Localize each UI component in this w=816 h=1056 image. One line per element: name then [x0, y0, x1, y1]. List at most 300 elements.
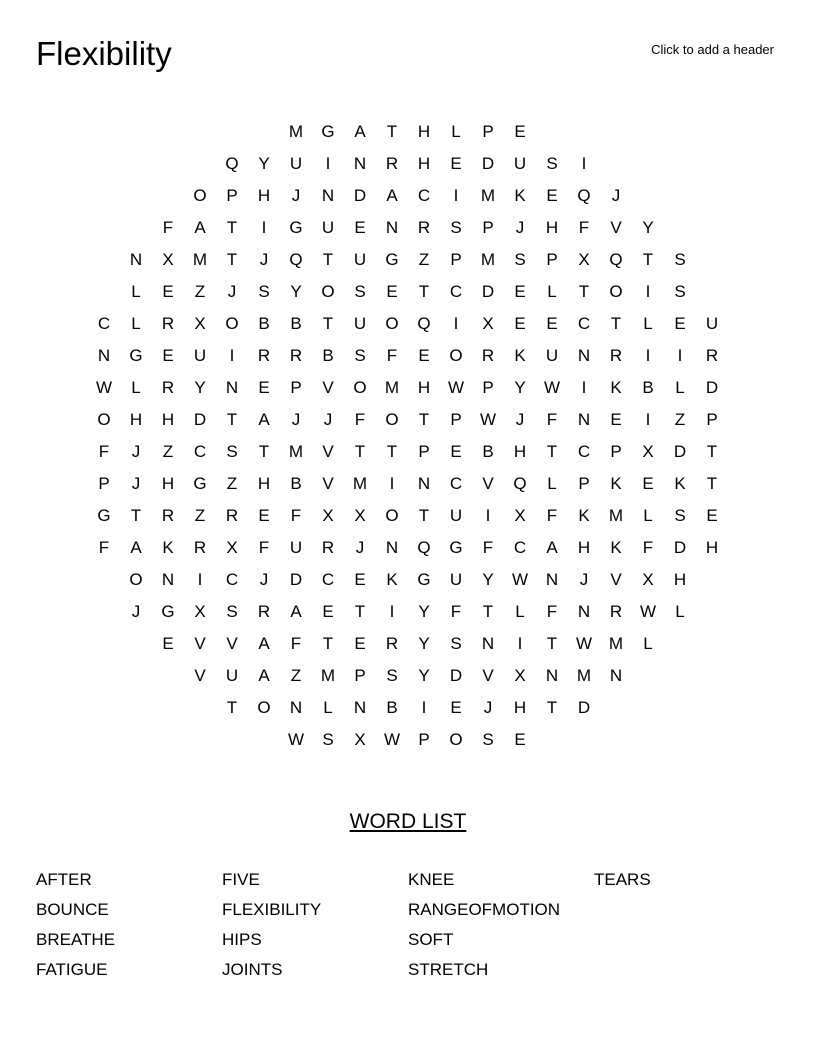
grid-letter[interactable]: T: [386, 442, 398, 461]
grid-letter[interactable]: V: [610, 218, 622, 237]
grid-letter[interactable]: O: [353, 378, 367, 397]
grid-letter[interactable]: D: [353, 186, 367, 205]
grid-letter[interactable]: T: [642, 250, 654, 269]
grid-letter[interactable]: E: [162, 634, 174, 653]
grid-letter[interactable]: T: [322, 314, 334, 333]
grid-letter[interactable]: S: [674, 250, 686, 269]
grid-letter[interactable]: O: [385, 410, 399, 429]
grid-letter[interactable]: S: [258, 282, 270, 301]
grid-letter[interactable]: Q: [577, 186, 591, 205]
grid-letter[interactable]: Y: [642, 218, 654, 237]
grid-letter[interactable]: C: [417, 186, 431, 205]
grid-letter[interactable]: E: [450, 154, 462, 173]
grid-letter[interactable]: C: [449, 282, 463, 301]
grid-letter[interactable]: B: [258, 314, 270, 333]
grid-letter[interactable]: R: [385, 634, 399, 653]
grid-letter[interactable]: D: [481, 154, 495, 173]
grid-letter[interactable]: O: [449, 730, 463, 749]
grid-letter[interactable]: S: [226, 442, 238, 461]
grid-letter[interactable]: F: [290, 634, 302, 653]
grid-letter[interactable]: E: [642, 474, 654, 493]
grid-letter[interactable]: X: [162, 250, 174, 269]
grid-letter[interactable]: Y: [514, 378, 526, 397]
grid-letter[interactable]: T: [354, 602, 366, 621]
grid-letter[interactable]: P: [706, 410, 718, 429]
grid-letter[interactable]: K: [514, 186, 526, 205]
grid-letter[interactable]: L: [323, 698, 333, 717]
grid-letter[interactable]: O: [257, 698, 271, 717]
grid-letter[interactable]: P: [98, 474, 110, 493]
grid-letter[interactable]: S: [322, 730, 334, 749]
grid-letter[interactable]: H: [129, 410, 143, 429]
grid-letter[interactable]: M: [320, 666, 336, 685]
grid-letter[interactable]: I: [453, 186, 459, 205]
grid-letter[interactable]: I: [197, 570, 203, 589]
grid-letter[interactable]: E: [450, 442, 462, 461]
grid-letter[interactable]: Z: [674, 410, 686, 429]
grid-letter[interactable]: S: [450, 634, 462, 653]
grid-letter[interactable]: Y: [418, 666, 430, 685]
grid-letter[interactable]: R: [609, 346, 623, 365]
grid-letter[interactable]: O: [193, 186, 207, 205]
grid-letter[interactable]: Y: [194, 378, 206, 397]
grid-letter[interactable]: J: [131, 474, 141, 493]
grid-letter[interactable]: R: [705, 346, 719, 365]
grid-letter[interactable]: J: [483, 698, 493, 717]
grid-letter[interactable]: T: [226, 698, 238, 717]
grid-letter[interactable]: W: [639, 602, 657, 621]
grid-letter[interactable]: F: [162, 218, 174, 237]
grid-letter[interactable]: U: [513, 154, 527, 173]
grid-letter[interactable]: E: [514, 122, 526, 141]
grid-letter[interactable]: E: [450, 698, 462, 717]
grid-letter[interactable]: N: [353, 154, 367, 173]
grid-letter[interactable]: R: [161, 314, 175, 333]
grid-letter[interactable]: P: [418, 442, 430, 461]
grid-letter[interactable]: K: [610, 538, 622, 557]
grid-letter[interactable]: I: [229, 346, 235, 365]
grid-letter[interactable]: T: [258, 442, 270, 461]
grid-letter[interactable]: H: [513, 442, 527, 461]
grid-letter[interactable]: R: [161, 378, 175, 397]
grid-letter[interactable]: D: [577, 698, 591, 717]
grid-letter[interactable]: P: [226, 186, 238, 205]
grid-letter[interactable]: R: [321, 538, 335, 557]
grid-letter[interactable]: Z: [226, 474, 238, 493]
grid-letter[interactable]: X: [578, 250, 590, 269]
grid-letter[interactable]: U: [193, 346, 207, 365]
grid-letter[interactable]: H: [545, 218, 559, 237]
grid-letter[interactable]: P: [546, 250, 558, 269]
grid-letter[interactable]: N: [545, 666, 559, 685]
grid-letter[interactable]: S: [674, 506, 686, 525]
grid-letter[interactable]: L: [643, 634, 653, 653]
grid-letter[interactable]: Y: [418, 602, 430, 621]
grid-letter[interactable]: C: [577, 442, 591, 461]
grid-letter[interactable]: W: [447, 378, 465, 397]
grid-letter[interactable]: A: [290, 602, 302, 621]
grid-letter[interactable]: F: [258, 538, 270, 557]
grid-letter[interactable]: D: [193, 410, 207, 429]
grid-letter[interactable]: Z: [194, 506, 206, 525]
grid-letter[interactable]: O: [609, 282, 623, 301]
grid-letter[interactable]: W: [543, 378, 561, 397]
grid-letter[interactable]: L: [451, 122, 461, 141]
grid-letter[interactable]: J: [515, 218, 525, 237]
grid-letter[interactable]: E: [258, 506, 270, 525]
grid-letter[interactable]: E: [354, 634, 366, 653]
grid-letter[interactable]: M: [480, 250, 496, 269]
grid-letter[interactable]: K: [610, 378, 622, 397]
grid-letter[interactable]: L: [675, 602, 685, 621]
grid-letter[interactable]: R: [385, 154, 399, 173]
grid-letter[interactable]: E: [706, 506, 718, 525]
grid-letter[interactable]: V: [482, 474, 494, 493]
grid-letter[interactable]: K: [386, 570, 398, 589]
grid-letter[interactable]: M: [480, 186, 496, 205]
grid-letter[interactable]: E: [418, 346, 430, 365]
grid-letter[interactable]: T: [386, 122, 398, 141]
grid-letter[interactable]: H: [705, 538, 719, 557]
grid-letter[interactable]: F: [546, 410, 558, 429]
grid-letter[interactable]: I: [421, 698, 427, 717]
grid-letter[interactable]: E: [674, 314, 686, 333]
grid-letter[interactable]: Z: [418, 250, 430, 269]
grid-letter[interactable]: P: [290, 378, 302, 397]
grid-letter[interactable]: N: [481, 634, 495, 653]
grid-letter[interactable]: M: [576, 666, 592, 685]
grid-letter[interactable]: S: [386, 666, 398, 685]
grid-letter[interactable]: F: [354, 410, 366, 429]
grid-letter[interactable]: J: [259, 250, 269, 269]
grid-letter[interactable]: W: [511, 570, 529, 589]
grid-letter[interactable]: E: [354, 218, 366, 237]
grid-letter[interactable]: E: [386, 282, 398, 301]
grid-letter[interactable]: U: [289, 154, 303, 173]
grid-letter[interactable]: I: [485, 506, 491, 525]
grid-letter[interactable]: R: [417, 218, 431, 237]
grid-letter[interactable]: X: [642, 442, 654, 461]
grid-letter[interactable]: R: [257, 602, 271, 621]
grid-letter[interactable]: I: [645, 282, 651, 301]
grid-letter[interactable]: N: [97, 346, 111, 365]
grid-letter[interactable]: D: [449, 666, 463, 685]
grid-letter[interactable]: V: [322, 474, 334, 493]
grid-letter[interactable]: E: [258, 378, 270, 397]
grid-letter[interactable]: L: [547, 474, 557, 493]
grid-letter[interactable]: E: [322, 602, 334, 621]
grid-letter[interactable]: T: [482, 602, 494, 621]
grid-letter[interactable]: A: [258, 634, 270, 653]
grid-letter[interactable]: E: [514, 730, 526, 749]
grid-letter[interactable]: L: [515, 602, 525, 621]
grid-letter[interactable]: U: [321, 218, 335, 237]
grid-letter[interactable]: U: [545, 346, 559, 365]
grid-letter[interactable]: T: [354, 442, 366, 461]
grid-letter[interactable]: K: [578, 506, 590, 525]
grid-letter[interactable]: U: [225, 666, 239, 685]
grid-letter[interactable]: I: [517, 634, 523, 653]
grid-letter[interactable]: C: [225, 570, 239, 589]
grid-letter[interactable]: T: [226, 218, 238, 237]
grid-letter[interactable]: X: [194, 314, 206, 333]
grid-letter[interactable]: T: [418, 282, 430, 301]
grid-letter[interactable]: H: [417, 122, 431, 141]
grid-letter[interactable]: R: [193, 538, 207, 557]
grid-letter[interactable]: J: [579, 570, 589, 589]
grid-letter[interactable]: C: [193, 442, 207, 461]
grid-letter[interactable]: F: [450, 602, 462, 621]
grid-letter[interactable]: P: [610, 442, 622, 461]
grid-letter[interactable]: U: [449, 506, 463, 525]
grid-letter[interactable]: M: [352, 474, 368, 493]
grid-letter[interactable]: Q: [513, 474, 527, 493]
grid-letter[interactable]: T: [130, 506, 142, 525]
grid-letter[interactable]: C: [449, 474, 463, 493]
grid-letter[interactable]: M: [288, 122, 304, 141]
grid-letter[interactable]: G: [321, 122, 335, 141]
grid-letter[interactable]: U: [353, 250, 367, 269]
grid-letter[interactable]: H: [161, 474, 175, 493]
grid-letter[interactable]: W: [95, 378, 113, 397]
grid-letter[interactable]: P: [354, 666, 366, 685]
grid-letter[interactable]: S: [354, 346, 366, 365]
grid-letter[interactable]: P: [450, 410, 462, 429]
grid-letter[interactable]: F: [642, 538, 654, 557]
grid-letter[interactable]: N: [129, 250, 143, 269]
grid-letter[interactable]: G: [97, 506, 111, 525]
grid-letter[interactable]: O: [97, 410, 111, 429]
grid-letter[interactable]: F: [578, 218, 590, 237]
grid-letter[interactable]: N: [385, 538, 399, 557]
grid-letter[interactable]: W: [575, 634, 593, 653]
grid-letter[interactable]: J: [323, 410, 333, 429]
grid-letter[interactable]: N: [545, 570, 559, 589]
grid-letter[interactable]: T: [610, 314, 622, 333]
grid-letter[interactable]: K: [514, 346, 526, 365]
grid-letter[interactable]: D: [289, 570, 303, 589]
grid-letter[interactable]: M: [608, 634, 624, 653]
grid-letter[interactable]: I: [325, 154, 331, 173]
grid-letter[interactable]: E: [514, 282, 526, 301]
grid-letter[interactable]: M: [608, 506, 624, 525]
grid-letter[interactable]: H: [417, 378, 431, 397]
grid-letter[interactable]: I: [677, 346, 683, 365]
grid-letter[interactable]: J: [611, 186, 621, 205]
grid-letter[interactable]: V: [194, 666, 206, 685]
grid-letter[interactable]: Q: [225, 154, 239, 173]
grid-letter[interactable]: K: [674, 474, 686, 493]
grid-letter[interactable]: L: [131, 314, 141, 333]
grid-letter[interactable]: I: [389, 474, 395, 493]
grid-letter[interactable]: X: [482, 314, 494, 333]
grid-letter[interactable]: Q: [289, 250, 303, 269]
grid-letter[interactable]: V: [322, 442, 334, 461]
grid-letter[interactable]: N: [577, 410, 591, 429]
grid-letter[interactable]: Z: [194, 282, 206, 301]
grid-letter[interactable]: R: [289, 346, 303, 365]
grid-letter[interactable]: X: [642, 570, 654, 589]
grid-letter[interactable]: X: [322, 506, 334, 525]
grid-letter[interactable]: T: [226, 410, 238, 429]
grid-letter[interactable]: G: [129, 346, 143, 365]
grid-letter[interactable]: K: [610, 474, 622, 493]
grid-letter[interactable]: U: [289, 538, 303, 557]
grid-letter[interactable]: G: [417, 570, 431, 589]
grid-letter[interactable]: H: [577, 538, 591, 557]
grid-letter[interactable]: B: [322, 346, 334, 365]
grid-letter[interactable]: X: [354, 730, 366, 749]
grid-letter[interactable]: F: [290, 506, 302, 525]
grid-letter[interactable]: V: [482, 666, 494, 685]
grid-letter[interactable]: U: [449, 570, 463, 589]
grid-letter[interactable]: R: [225, 506, 239, 525]
grid-letter[interactable]: H: [673, 570, 687, 589]
grid-letter[interactable]: B: [642, 378, 654, 397]
grid-letter[interactable]: M: [192, 250, 208, 269]
grid-letter[interactable]: J: [291, 186, 301, 205]
grid-letter[interactable]: T: [706, 474, 718, 493]
grid-letter[interactable]: D: [705, 378, 719, 397]
grid-letter[interactable]: N: [417, 474, 431, 493]
grid-letter[interactable]: J: [131, 442, 141, 461]
grid-letter[interactable]: P: [482, 218, 494, 237]
grid-letter[interactable]: J: [259, 570, 269, 589]
grid-letter[interactable]: N: [353, 698, 367, 717]
grid-letter[interactable]: T: [546, 698, 558, 717]
grid-letter[interactable]: O: [225, 314, 239, 333]
grid-letter[interactable]: E: [162, 346, 174, 365]
grid-letter[interactable]: G: [161, 602, 175, 621]
grid-letter[interactable]: O: [385, 506, 399, 525]
grid-letter[interactable]: N: [577, 602, 591, 621]
grid-letter[interactable]: N: [321, 186, 335, 205]
grid-letter[interactable]: C: [513, 538, 527, 557]
grid-letter[interactable]: A: [194, 218, 206, 237]
grid-letter[interactable]: D: [673, 538, 687, 557]
grid-letter[interactable]: P: [418, 730, 430, 749]
grid-letter[interactable]: P: [482, 122, 494, 141]
grid-letter[interactable]: I: [261, 218, 267, 237]
grid-letter[interactable]: J: [227, 282, 237, 301]
grid-letter[interactable]: R: [609, 602, 623, 621]
grid-letter[interactable]: G: [289, 218, 303, 237]
grid-letter[interactable]: S: [546, 154, 558, 173]
grid-letter[interactable]: T: [322, 634, 334, 653]
grid-letter[interactable]: F: [98, 538, 110, 557]
grid-letter[interactable]: N: [289, 698, 303, 717]
grid-letter[interactable]: X: [194, 602, 206, 621]
grid-letter[interactable]: S: [482, 730, 494, 749]
grid-letter[interactable]: I: [581, 378, 587, 397]
grid-letter[interactable]: A: [130, 538, 142, 557]
grid-letter[interactable]: O: [449, 346, 463, 365]
grid-letter[interactable]: V: [226, 634, 238, 653]
grid-letter[interactable]: N: [577, 346, 591, 365]
grid-letter[interactable]: L: [131, 282, 141, 301]
grid-letter[interactable]: U: [705, 314, 719, 333]
grid-letter[interactable]: C: [321, 570, 335, 589]
grid-letter[interactable]: B: [482, 442, 494, 461]
grid-letter[interactable]: T: [546, 442, 558, 461]
grid-letter[interactable]: F: [386, 346, 398, 365]
grid-letter[interactable]: V: [610, 570, 622, 589]
grid-letter[interactable]: A: [546, 538, 558, 557]
grid-letter[interactable]: E: [546, 186, 558, 205]
add-header-placeholder[interactable]: Click to add a header: [651, 42, 774, 57]
grid-letter[interactable]: I: [581, 154, 587, 173]
grid-letter[interactable]: T: [226, 250, 238, 269]
grid-letter[interactable]: S: [674, 282, 686, 301]
grid-letter[interactable]: D: [673, 442, 687, 461]
grid-letter[interactable]: M: [288, 442, 304, 461]
grid-letter[interactable]: T: [706, 442, 718, 461]
grid-letter[interactable]: T: [322, 250, 334, 269]
grid-letter[interactable]: A: [258, 666, 270, 685]
grid-letter[interactable]: I: [645, 410, 651, 429]
grid-letter[interactable]: H: [417, 154, 431, 173]
grid-letter[interactable]: C: [97, 314, 111, 333]
grid-letter[interactable]: W: [287, 730, 305, 749]
grid-letter[interactable]: F: [546, 506, 558, 525]
grid-letter[interactable]: H: [513, 698, 527, 717]
grid-letter[interactable]: O: [129, 570, 143, 589]
grid-letter[interactable]: N: [385, 218, 399, 237]
grid-letter[interactable]: C: [577, 314, 591, 333]
grid-letter[interactable]: S: [450, 218, 462, 237]
grid-letter[interactable]: J: [131, 602, 141, 621]
grid-letter[interactable]: R: [161, 506, 175, 525]
grid-letter[interactable]: M: [384, 378, 400, 397]
grid-letter[interactable]: Q: [417, 538, 431, 557]
grid-letter[interactable]: O: [321, 282, 335, 301]
grid-letter[interactable]: N: [161, 570, 175, 589]
grid-letter[interactable]: L: [547, 282, 557, 301]
grid-letter[interactable]: Y: [258, 154, 270, 173]
grid-letter[interactable]: X: [514, 506, 526, 525]
grid-letter[interactable]: A: [258, 410, 270, 429]
grid-letter[interactable]: Z: [162, 442, 174, 461]
grid-letter[interactable]: K: [162, 538, 174, 557]
grid-letter[interactable]: O: [385, 314, 399, 333]
grid-letter[interactable]: J: [355, 538, 365, 557]
grid-letter[interactable]: F: [98, 442, 110, 461]
grid-letter[interactable]: L: [643, 314, 653, 333]
grid-letter[interactable]: Y: [290, 282, 302, 301]
grid-letter[interactable]: U: [353, 314, 367, 333]
grid-letter[interactable]: T: [578, 282, 590, 301]
grid-letter[interactable]: S: [514, 250, 526, 269]
grid-letter[interactable]: Z: [290, 666, 302, 685]
grid-letter[interactable]: S: [354, 282, 366, 301]
grid-letter[interactable]: F: [546, 602, 558, 621]
grid-letter[interactable]: J: [291, 410, 301, 429]
grid-letter[interactable]: Y: [482, 570, 494, 589]
grid-letter[interactable]: A: [386, 186, 398, 205]
grid-letter[interactable]: E: [546, 314, 558, 333]
grid-letter[interactable]: D: [481, 282, 495, 301]
grid-letter[interactable]: Y: [418, 634, 430, 653]
grid-letter[interactable]: W: [479, 410, 497, 429]
grid-letter[interactable]: F: [482, 538, 494, 557]
grid-letter[interactable]: B: [290, 474, 302, 493]
grid-letter[interactable]: H: [257, 474, 271, 493]
grid-letter[interactable]: X: [226, 538, 238, 557]
grid-letter[interactable]: V: [194, 634, 206, 653]
grid-letter[interactable]: R: [257, 346, 271, 365]
grid-letter[interactable]: X: [354, 506, 366, 525]
grid-letter[interactable]: L: [131, 378, 141, 397]
